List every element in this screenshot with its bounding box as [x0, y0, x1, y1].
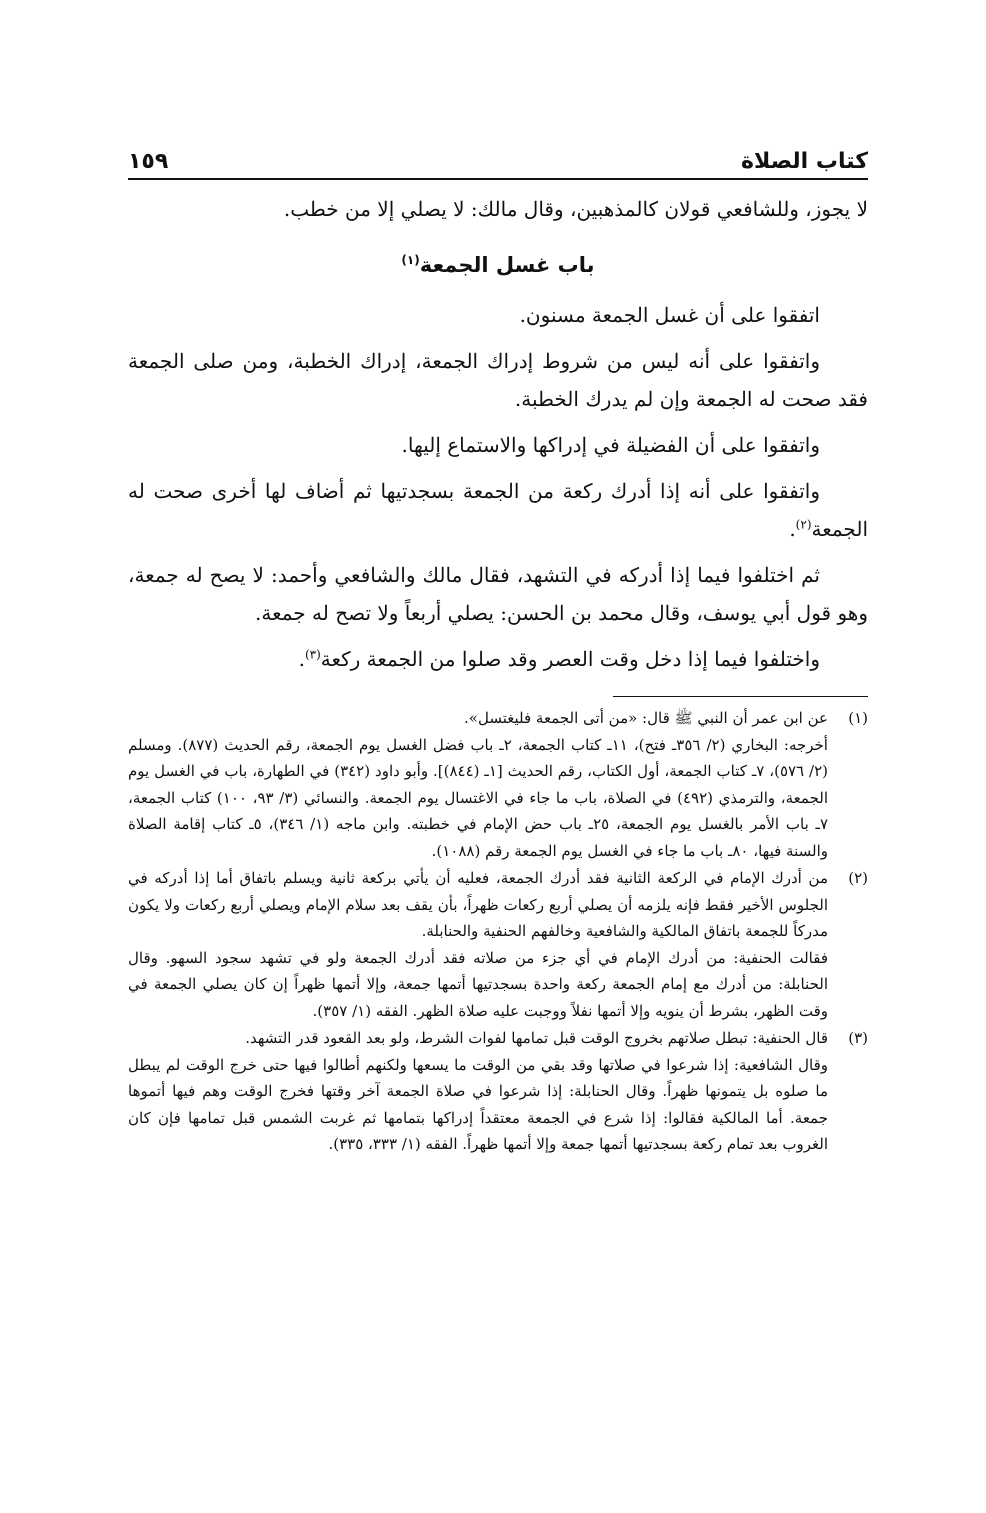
paragraph: واختلفوا فيما إذا دخل وقت العصر وقد صلوا من الجمعة ركعة$^{(٣)}$. [298, 647, 820, 671]
book-title: كتاب الصلاة [741, 149, 868, 174]
footnote-line: وقال الشافعية: إذا شرعوا في صلاتها وقد بقي من الوقت ما يسعها ولكنهم أطالوا فيها حتى خرج الوقت لم يبطل ما صلوه بل يتمونها ظهراً. وقال الحنابلة: إذا شرعوا في صلاة الجمعة آخر وقتها فخرج الوقت وهم فيها أتموها جمعة. أما المالكية فقالوا: إذا شرع في الجمعة معتقداً إدراكها بتمامها ثم غربت الشمس قبل تمامها فإن كان الغروب بعد تمام ركعة بسجدتيها أتمها جمعة وإلا أتمها ظهراً. الفقه (١/ ٣٣٣، ٣٣٥). [128, 1055, 828, 1153]
footnote-separator [613, 696, 868, 697]
footnote-ref-2: (٢) [795, 517, 812, 532]
footnote-number: (١) [848, 709, 868, 727]
paragraph: واتفقوا على أن الفضيلة في إدراكها والاستماع إليها. [401, 433, 820, 457]
footnote-body [128, 705, 828, 864]
running-header [128, 140, 868, 174]
chapter-heading [128, 246, 868, 284]
footnote [128, 865, 868, 1024]
paragraph: واتفقوا على أنه ليس من شروط إدراك الجمعة، إدراك الخطبة، ومن صلى الجمعة فقد صحت له الجمعة وإن لم يدرك الخطبة. [128, 349, 868, 411]
footnote-ref-3: (٣) [304, 647, 321, 662]
paragraph: اتفقوا على أن غسل الجمعة مسنون. [519, 303, 820, 327]
main-text [128, 190, 868, 678]
paragraph: واتفقوا على أنه إذا أدرك ركعة من الجمعة بسجدتيها ثم أضاف لها أخرى صحت له الجمعة$^{(٢)}$. [128, 479, 868, 541]
footnote [128, 705, 868, 864]
footnote-body [128, 1025, 828, 1158]
footnote-line: من أدرك الإمام في الركعة الثانية فقد أدرك الجمعة، فعليه أن يأتي بركعة ثانية ويسلم باتفاق أما إذا أدركه في الجلوس الأخير فقط فإنه يلزمه أن يصلي أربع ركعات ظهراً، بأن يقف بعد سلام الإمام ويصلي أربع ركعات ولا يكون مدركاً للجمعة باتفاق المالكية والشافعية وخالفهم الحنفية والحنابلة. [128, 869, 828, 940]
page-number: ١٥٩ [128, 149, 169, 174]
footnote-line: عن ابن عمر أن النبي ﷺ قال: «من أتى الجمعة فليغتسل». [464, 709, 828, 727]
footnote-number: (٢) [848, 869, 868, 887]
intro-paragraph: لا يجوز، وللشافعي قولان كالمذهبين، وقال مالك: لا يصلي إلا من خطب. [283, 197, 868, 221]
chapter-title: باب غسل الجمعة [419, 253, 595, 277]
paragraph: ثم اختلفوا فيما إذا أدركه في التشهد، فقال مالك والشافعي وأحمد: لا يصح له جمعة، وهو قول أبي يوسف، وقال محمد بن الحسن: يصلي أربعاً ولا تصح له جمعة. [128, 563, 868, 625]
footnote-body [128, 865, 828, 1024]
header-rule [128, 178, 868, 180]
footnotes [128, 705, 868, 1158]
footnote-line: فقالت الحنفية: من أدرك الإمام في أي جزء من صلاته فقد أدرك الجمعة ولو في تشهد سجود السهو. وقال الحنابلة: من أدرك مع إمام الجمعة ركعة واحدة بسجدتيها أتمها جمعة، وإلا أتمها ظهراً إن كان يصلي الجمعة في وقت الظهر، بشرط أن ينويه وإلا أتمها نفلاً ووجبت عليه صلاة الظهر. الفقه (١/ ٣٥٧). [128, 948, 828, 1020]
footnote [128, 1025, 868, 1158]
footnote-line: أخرجه: البخاري (٢/ ٣٥٦ـ فتح)، ١١ـ كتاب الجمعة، ٢ـ باب فضل الغسل يوم الجمعة، رقم الحديث (٨٧٧). ومسلم (٢/ ٥٧٦)، ٧ـ كتاب الجمعة، أول الكتاب، رقم الحديث [١ـ (٨٤٤)]. وأبو داود (٣٤٢) في الطهارة، باب في الغسل يوم الجمعة، والترمذي (٤٩٢) في الصلاة، باب ما جاء في الاغتسال يوم الجمعة. والنسائي (٣/ ٩٣، ١٠٠) كتاب الجمعة، ٧ـ باب الأمر بالغسل يوم الجمعة، ٢٥ـ باب حض الإمام في خطبته. وابن ماجه (١/ ٣٤٦)، ٥ـ كتاب إقامة الصلاة والسنة فيها، ٨٠ـ باب ما جاء في الغسل يوم الجمعة رقم (١٠٨٨). [128, 735, 829, 860]
footnote-line: قال الحنفية: تبطل صلاتهم بخروج الوقت قبل تمامها لفوات الشرط، ولو بعد القعود قدر التشهد. [245, 1029, 828, 1047]
footnote-ref-1: (١) [401, 253, 420, 267]
footnote-number: (٣) [848, 1029, 868, 1047]
book-page [128, 140, 868, 1159]
